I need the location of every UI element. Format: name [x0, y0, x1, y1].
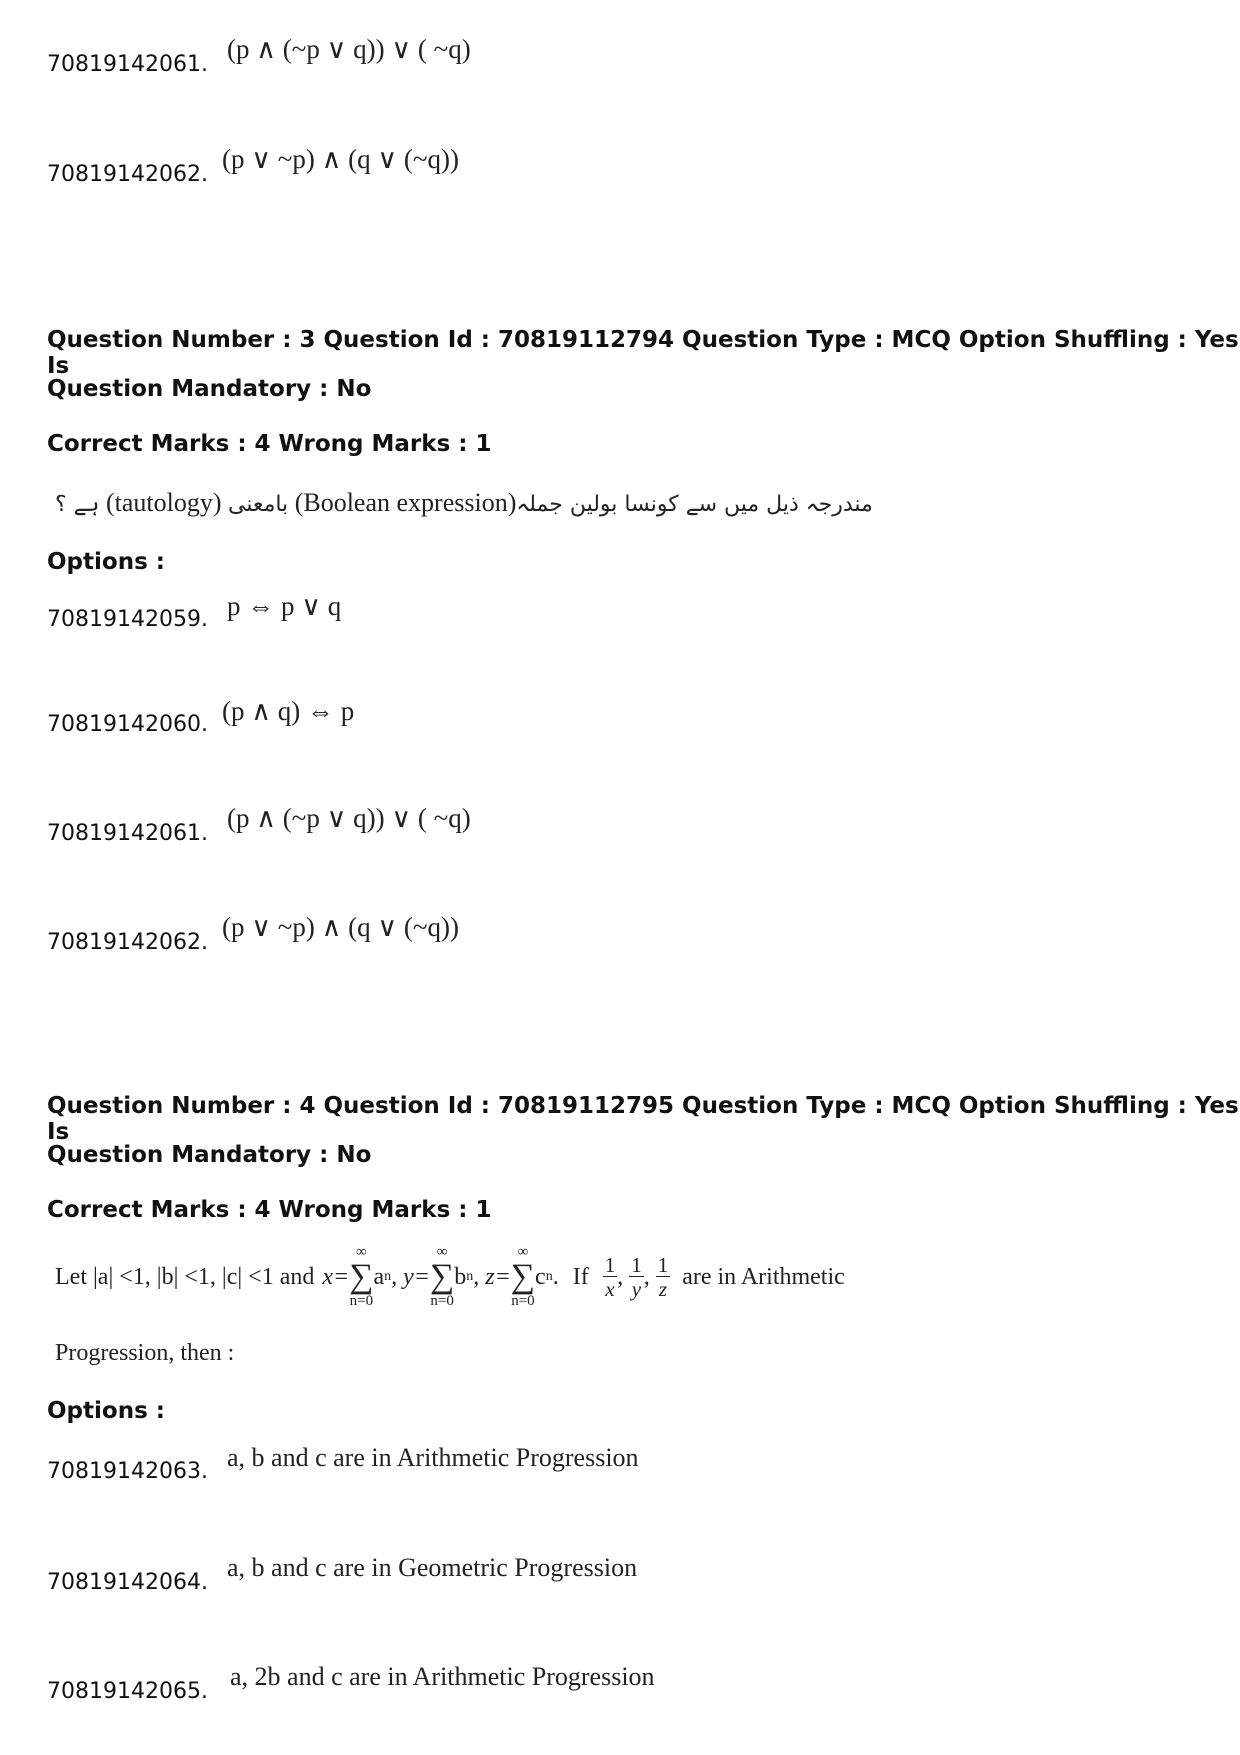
stem-x-eq: x= — [322, 1263, 350, 1290]
option-id: 70819142061. — [47, 821, 208, 846]
question-mandatory: Question Mandatory : No — [47, 376, 372, 402]
question-header: Question Number : 3 Question Id : 70819112794 Question Type : MCQ Option Shuffling : Yes Is — [47, 327, 1239, 379]
option-id: 70819142061. — [47, 52, 208, 77]
option-expression: (p ∨ ~p) ∧ (q ∨ (~q)) — [222, 144, 459, 174]
z-term: c — [535, 1263, 546, 1290]
y-term: b — [454, 1263, 467, 1290]
option-id: 70819142059. — [47, 607, 208, 632]
urdu-mid: بامعنی — [227, 492, 289, 517]
stem-let: Let |a| <1, |b| <1, |c| <1 and — [55, 1263, 315, 1290]
stem-y-eq: , y= — [391, 1263, 430, 1290]
tautology-term: (tautology) — [105, 488, 222, 517]
question-header: Question Number : 4 Question Id : 70819112795 Question Type : MCQ Option Shuffling : Yes Is — [47, 1093, 1239, 1145]
comma: , — [617, 1263, 624, 1290]
option-id: 70819142063. — [47, 1459, 208, 1484]
options-label: Options : — [47, 549, 165, 575]
option-text: a, b and c are in Geometric Progression — [227, 1553, 638, 1582]
stem-if: If — [572, 1263, 589, 1290]
option-id: 70819142062. — [47, 162, 208, 187]
period: . — [552, 1263, 559, 1290]
fraction-one-over-y: $\frac{1}{y}$ — [631, 1252, 642, 1301]
option-text: a, 2b and c are in Arithmetic Progression — [230, 1662, 655, 1691]
question-marks: Correct Marks : 4 Wrong Marks : 1 — [47, 1197, 492, 1223]
option-expression: (p ∨ ~p) ∧ (q ∨ (~q)) — [222, 912, 459, 942]
exponent: n — [384, 1269, 392, 1284]
option-expression: p ⇔ p ∨ q — [227, 591, 342, 621]
urdu-prefix: مندرجہ ذیل میں سے کونسا بولین جملہ — [516, 492, 873, 517]
stem-tail: are in Arithmetic — [682, 1263, 845, 1290]
option-expression: (p ∧ (~p ∨ q)) ∨ ( ~q) — [227, 34, 471, 64]
exponent: n — [466, 1269, 474, 1284]
exponent: n — [545, 1269, 553, 1284]
stem-z-eq: , z= — [473, 1263, 511, 1290]
option-id: 70819142065. — [47, 1679, 208, 1704]
option-id: 70819142062. — [47, 930, 208, 955]
urdu-suffix: ہے ؟ — [55, 492, 100, 517]
option-id: 70819142064. — [47, 1570, 208, 1595]
question-marks: Correct Marks : 4 Wrong Marks : 1 — [47, 431, 492, 457]
x-term: a — [373, 1263, 385, 1290]
summation-x: ∞ ∑ n=0 — [349, 1244, 374, 1309]
stem-line2: Progression, then : — [55, 1340, 235, 1366]
question-mandatory: Question Mandatory : No — [47, 1142, 372, 1168]
fraction-one-over-z: $\frac{1}{z}$ — [657, 1252, 669, 1301]
comma: , — [643, 1263, 650, 1290]
question-stem — [55, 1245, 845, 1309]
fraction-one-over-x: $\frac{1}{x}$ — [604, 1252, 616, 1301]
option-text: a, b and c are in Arithmetic Progression — [227, 1443, 639, 1472]
question-stem — [55, 488, 873, 518]
option-expression: (p ∧ (~p ∨ q)) ∨ ( ~q) — [227, 803, 471, 833]
summation-y: ∞ ∑ n=0 — [430, 1244, 455, 1309]
option-expression: (p ∧ q) ⇔ p — [222, 696, 355, 726]
summation-z: ∞ ∑ n=0 — [510, 1244, 536, 1309]
boolean-term: (Boolean expression) — [294, 488, 517, 517]
options-label: Options : — [47, 1398, 165, 1424]
option-id: 70819142060. — [47, 712, 208, 737]
